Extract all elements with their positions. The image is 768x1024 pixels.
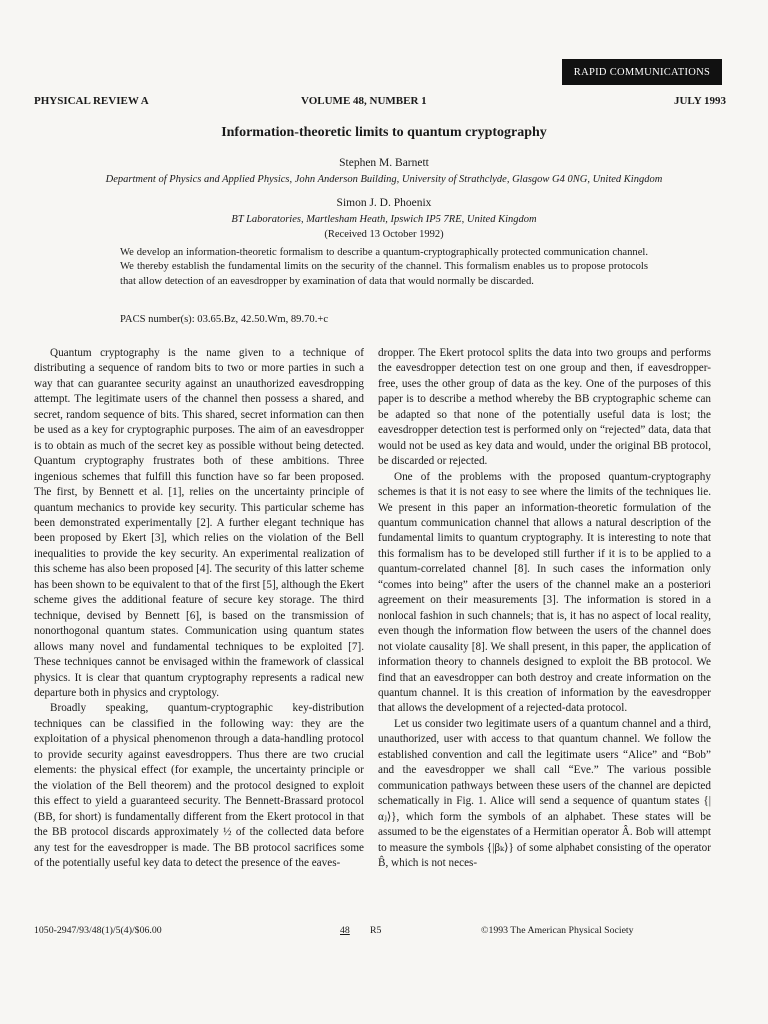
author-affiliation: BT Laboratories, Martlesham Heath, Ipswich IP5 7RE, United Kingdom	[231, 214, 537, 225]
author-name: Simon J. D. Phoenix	[336, 197, 432, 209]
author-affiliation: Department of Physics and Applied Physics, John Anderson Building, University of Strathclyde, Glasgow G4 0NG, United Kingdom	[105, 174, 663, 185]
volume-footer: 48	[340, 925, 350, 936]
volume-number: VOLUME 48, NUMBER 1	[301, 95, 427, 107]
body-paragraph: Broadly speaking, quantum-cryptographic key-distribution techniques can be classified in the following way: they are the exploitation of a physical phenomenon through a data-handling protocol to provide security against eavesdroppers. Thus there are two crucial elements: the physical effect (for example, the uncertainty principle or the violation of the Bell theorem) and the protocol designed to exploit this effect to yield a guaranteed security. The Bennett-Brassard protocol (BB, for short) is fundamentally different from the Ekert protocol in that the BB protocol discards approximately ½ of the collected data before any test for the eavesdropper is made. The BB protocol sacrifices some of the potentially useful key data to detect the presence of the eaves-	[34, 702, 364, 869]
received-date: (Received 13 October 1992)	[324, 229, 444, 240]
copyright-notice: ©1993 The American Physical Society	[481, 925, 634, 936]
author-name: Stephen M. Barnett	[339, 157, 429, 169]
abstract: We develop an information-theoretic formalism to describe a quantum-cryptographically protected communication channel. We thereby establish the fundamental limits on the security of the channel. This formalism enables us to propose protocols that allow detection of an eavesdropper by examination of data that would normally be discarded.	[120, 247, 648, 287]
issue-date: JULY 1993	[673, 95, 726, 107]
paper-title: Information-theoretic limits to quantum cryptography	[221, 125, 547, 140]
pacs-numbers: PACS number(s): 03.65.Bz, 42.50.Wm, 89.70.+c	[120, 314, 329, 325]
rapid-communications-badge: RAPID COMMUNICATIONS	[562, 59, 722, 85]
body-paragraph: Let us consider two legitimate users of a quantum channel and a third, unauthorized, user with access to that quantum channel. We follow the established convention and call the legitimate users “Alice” and “Bob” and the eavesdropper we shall call “Eve.” The various possible communication pathways between these users of the channel are depicted schematically in Fig. 1. Alice will send a sequence of quantum states {|αⱼ⟩}, which form the symbols of an alphabet. These states will be assumed to be the eigenstates of a Hermitian operator Â. Bob will attempt to measure the symbols {|βₖ⟩} of some alphabet consisting of the operator B̂, which is not neces-	[378, 717, 711, 869]
body-paragraph: dropper. The Ekert protocol splits the data into two groups and performs the eavesdropper detection test on one group and then, if eavesdropper-free, uses the other group of data as the key. One of the purposes of this paper is to describe a method whereby the BB cryptographic scheme can be adapted so that none of the potentially useful data is lost; the eavesdropper detection test is performed only on “rejected” data, data that would not be used as key data and would, under the original BB protocol, be discarded or rejected.	[378, 347, 711, 468]
journal-name: PHYSICAL REVIEW A	[34, 95, 149, 107]
left-column	[34, 346, 364, 871]
body-paragraph: Quantum cryptography is the name given to a technique of distributing a sequence of random bits to two or more parties in such a way that can guarantee security against an unauthorized eavesdropping attempt. The legitimate users of the channel then possess a shared, and secret, random sequence of bits. This shared, secret information can then be used as a key for cryptographic purposes. The aim of an eavesdropper is to obtain as much of the secret key as possible without being detected. Quantum cryptography frustrates both of these ambitions. Three ingenious schemes that fulfill this function have so far been proposed. The first, by Bennett et al. [1], relies on the uncertainty principle of quantum mechanics to provide key security. This particular scheme has been demonstrated experimentally [2]. A further elegant technique has been proposed by Ekert [3], which relies on the violation of the Bell inequalities to provide the key security. An experimental realization of this scheme has also been proposed [4]. The security of this latter scheme has been shown to be equivalent to that of the first [5], although the Ekert scheme gives the additional feature of secure key storage. The third technique, devised by Bennett [6], is based on the transmission of nonorthogonal quantum states. Communication using quantum states allows many novel and fundamental techniques to be exploited [7]. These techniques cannot be envisaged within the framework of classical physics. It is clear that quantum cryptography represents a radical new departure both in physics and cryptology.	[34, 347, 364, 699]
body-paragraph: One of the problems with the proposed quantum-cryptography schemes is that it is not easy to see where the limits of the techniques lie. We present in this paper an information-theoretic formulation of the quantum communication channel that allows a natural description of the fundamental limits to quantum cryptography. It is interesting to note that this formalism has to be developed still further if it is to be applied to a quantum-correlated channel [8]. In such cases the information only “comes into being” after the users of the channel make an a posteriori agreement on their measurements [3]. The information is stored in a nonlocal fashion in such channels; that is, it has no aspect of local reality, even though the information flow between the users of the channel does not violate causality [8]. We shall present, in this paper, the application of information theory to channels designed to exploit the BB protocol. We find that an eavesdropper can both destroy and create information on the quantum channel. It is this creation of information by the eavesdropper that allows the development of a rejected-data protocol.	[378, 470, 711, 715]
issn-code: 1050-2947/93/48(1)/5(4)/$06.00	[34, 925, 162, 936]
right-column	[378, 346, 711, 871]
page-number: R5	[370, 925, 382, 936]
